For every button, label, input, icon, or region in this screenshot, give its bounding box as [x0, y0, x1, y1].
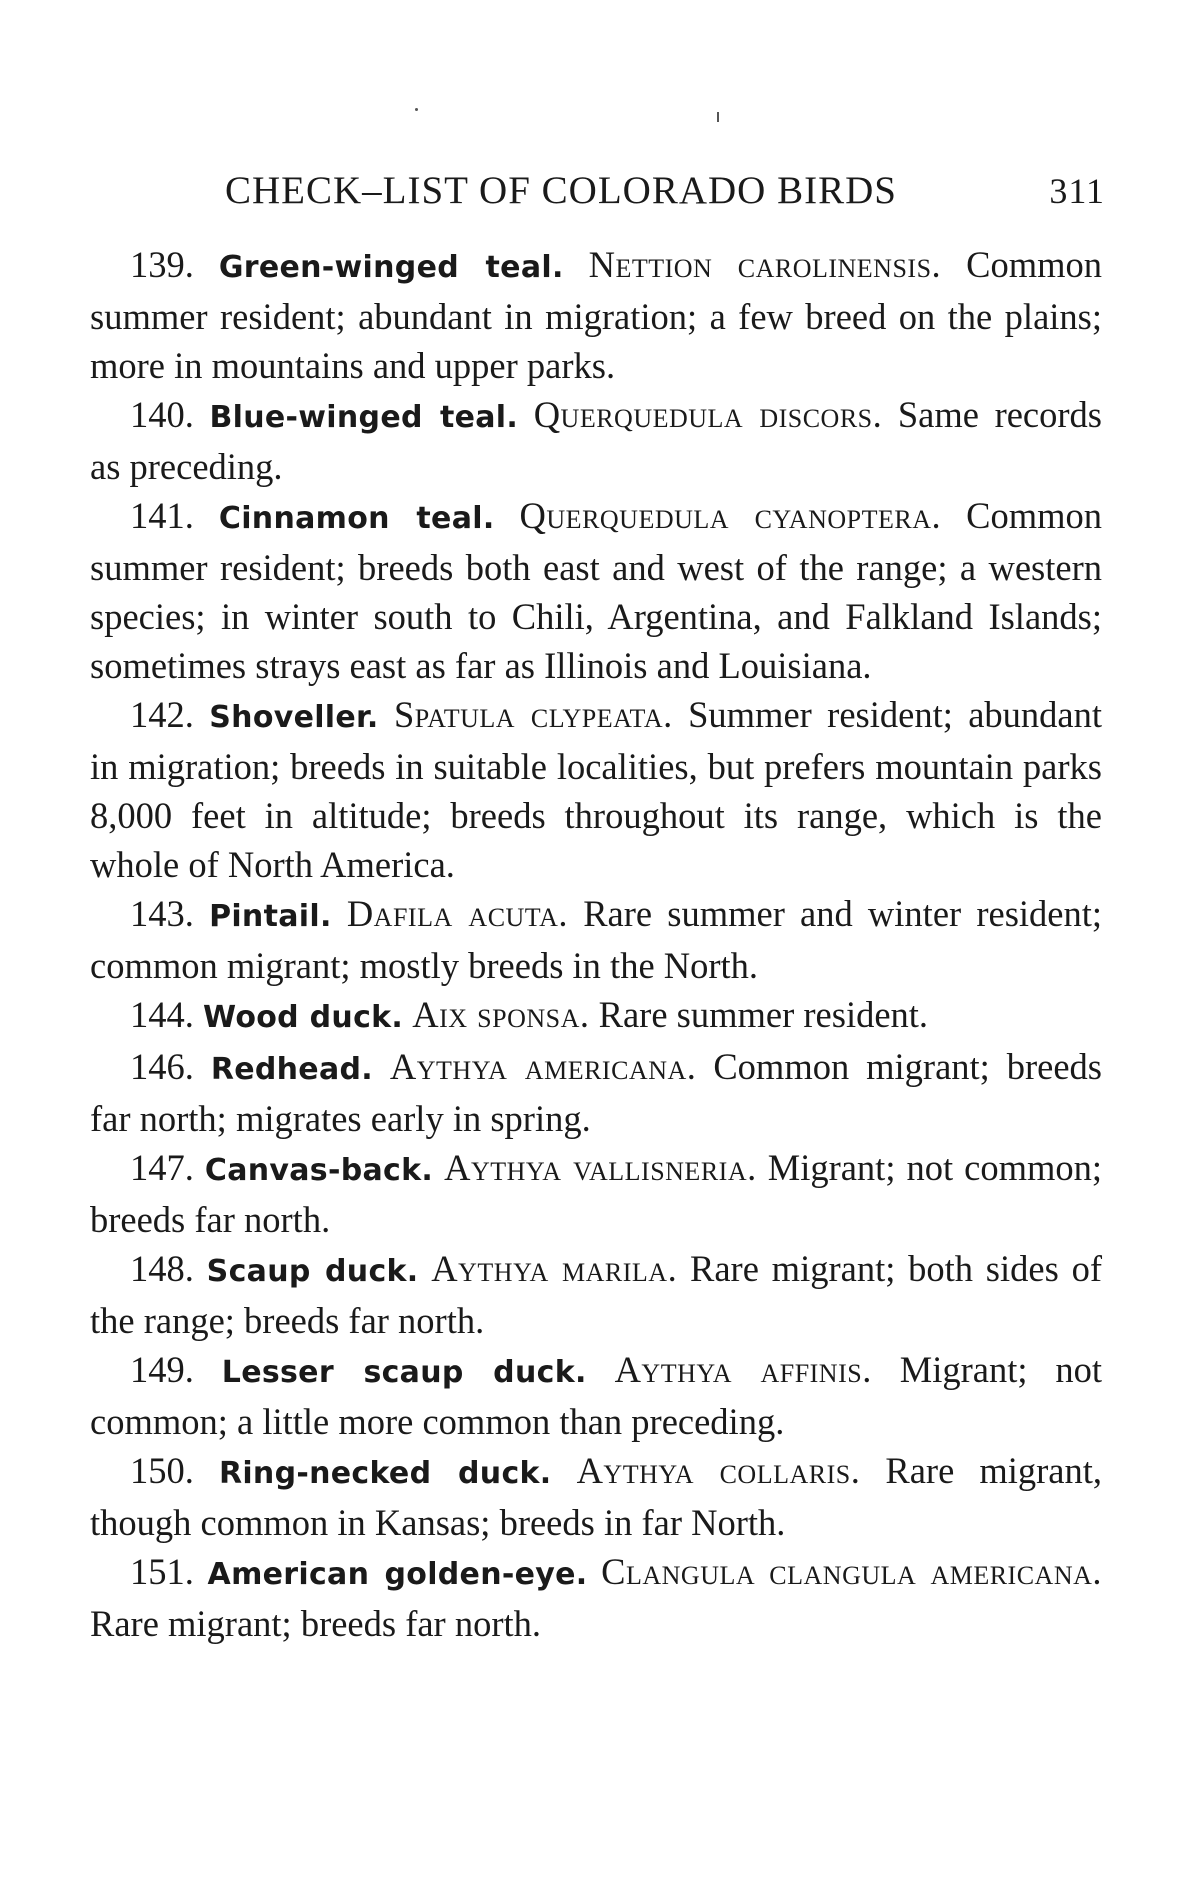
entry-number: 141.	[130, 495, 194, 536]
entry-description: Rare migrant; breeds far north.	[90, 1603, 542, 1644]
checklist-body	[90, 240, 1102, 1648]
species-entry-146	[90, 1042, 1102, 1143]
species-entry-140	[90, 390, 1102, 491]
species-entry-144	[90, 990, 1102, 1042]
common-name: Green-winged teal.	[218, 250, 564, 285]
scientific-name: Querquedula cyanoptera.	[519, 495, 942, 536]
scientific-name: Querquedula discors.	[533, 394, 883, 435]
scientific-name: Spatula clypeata.	[393, 694, 673, 735]
entry-number: 140.	[130, 394, 194, 435]
entry-description: Rare migrant, though common in Kansas; breeds in far North.	[90, 1450, 1102, 1543]
species-entry-148	[90, 1244, 1102, 1345]
scientific-name: Aix sponsa.	[412, 994, 590, 1035]
scientific-name: Aythya collaris.	[576, 1450, 861, 1491]
common-name: Lesser scaup duck.	[221, 1355, 587, 1390]
entry-description: Common summer resident; abundant in migration; a few breed on the plains; more in mountains and upper parks.	[90, 244, 1102, 386]
entry-number: 142.	[130, 694, 194, 735]
running-head	[225, 168, 1105, 213]
entry-number: 144.	[130, 994, 194, 1035]
entry-description: Common summer resident; breeds both east and west of the range; a western species; in winter south to Chili, Argentina, and Falkland Islands; sometimes strays east as far as Illinois and Louisiana.	[90, 495, 1103, 686]
species-entry-143	[90, 889, 1102, 990]
entry-description: Migrant; not common; a little more common than preceding.	[90, 1349, 1103, 1442]
scientific-name: Clangula clangula americana.	[601, 1551, 1103, 1592]
common-name: Ring-necked duck.	[218, 1456, 552, 1491]
common-name: Cinnamon teal.	[218, 501, 495, 536]
common-name: American golden-eye.	[207, 1557, 588, 1592]
entry-number: 150.	[130, 1450, 194, 1491]
print-speck	[415, 108, 418, 111]
entry-description: Rare migrant; both sides of the range; breeds far north.	[90, 1248, 1102, 1341]
print-speck	[717, 112, 719, 122]
species-entry-147	[90, 1143, 1102, 1244]
entry-description: Migrant; not common; breeds far north.	[90, 1147, 1103, 1240]
entry-description: Same records as preceding.	[90, 394, 1102, 487]
common-name: Wood duck.	[203, 1000, 404, 1035]
common-name: Redhead.	[210, 1052, 373, 1087]
entry-number: 139.	[130, 244, 194, 285]
entry-number: 148.	[130, 1248, 194, 1289]
entry-number: 143.	[130, 893, 194, 934]
entry-description: Summer resident; abundant in migration; breeds in suitable localities, but prefers mountain parks 8,000 feet in altitude; breeds throughout its range, which is the whole of North America.	[90, 694, 1103, 885]
scientific-name: Aythya affinis.	[614, 1349, 872, 1390]
species-entry-151	[90, 1547, 1102, 1648]
scientific-name: Nettion carolinensis.	[588, 244, 942, 285]
entry-number: 151.	[130, 1551, 194, 1592]
common-name: Shoveller.	[209, 700, 379, 735]
common-name: Canvas-back.	[204, 1153, 434, 1188]
entry-number: 149.	[130, 1349, 194, 1390]
page-number: 311	[1049, 171, 1105, 211]
scientific-name: Aythya americana.	[389, 1046, 697, 1087]
entry-description: Rare summer and winter resident; common migrant; mostly breeds in the North.	[90, 893, 1103, 986]
entry-number: 146.	[130, 1046, 194, 1087]
common-name: Scaup duck.	[206, 1254, 419, 1289]
species-entry-150	[90, 1446, 1102, 1547]
species-entry-149	[90, 1345, 1102, 1446]
common-name: Blue-winged teal.	[209, 400, 519, 435]
common-name: Pintail.	[209, 899, 332, 934]
scientific-name: Aythya marila.	[431, 1248, 678, 1289]
scientific-name: Aythya vallisneria.	[444, 1147, 757, 1188]
species-entry-141	[90, 491, 1102, 690]
species-entry-139	[90, 240, 1102, 390]
entry-description: Common migrant; breeds far north; migrates early in spring.	[90, 1046, 1103, 1139]
entry-description: Rare summer resident.	[598, 994, 929, 1035]
species-entry-142	[90, 690, 1102, 889]
entry-number: 147.	[130, 1147, 194, 1188]
page-header-title: CHECK–LIST OF COLORADO BIRDS	[225, 169, 897, 212]
scientific-name: Dafila acuta.	[346, 893, 569, 934]
